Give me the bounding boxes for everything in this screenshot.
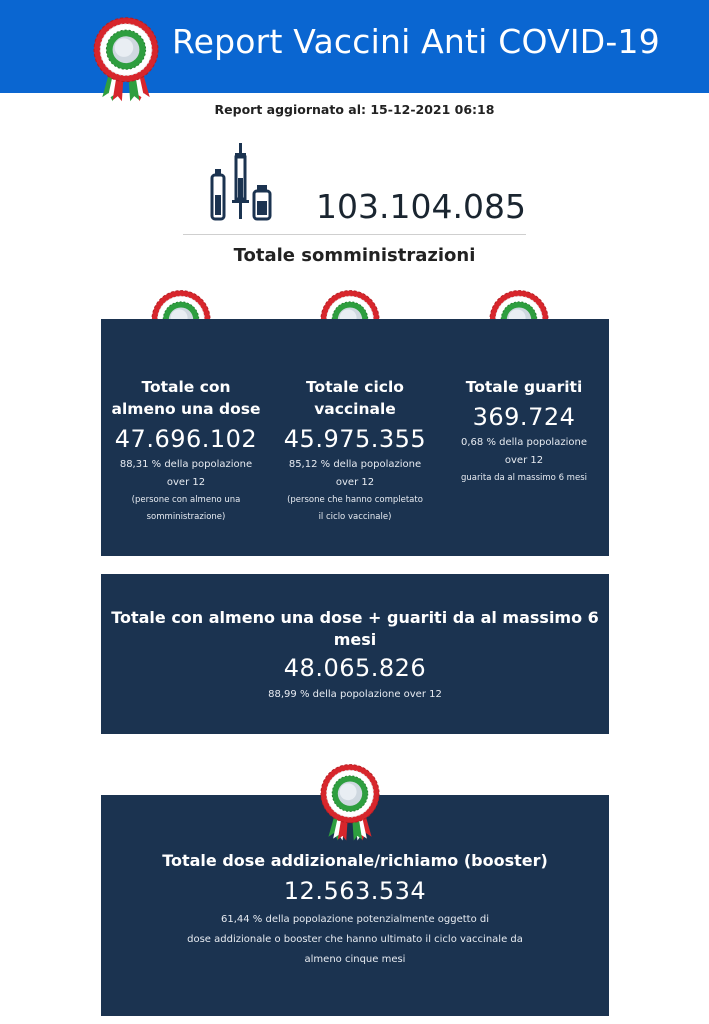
stat-title: Totale guariti	[465, 378, 583, 396]
stat-value: 45.975.355	[283, 425, 427, 453]
stat-note: (persone con almeno una somministrazione)	[131, 495, 241, 522]
divider	[183, 234, 526, 235]
stat-note: guarita da al massimo 6 mesi	[461, 473, 587, 483]
total-administrations-label: Totale somministrazioni	[233, 245, 476, 266]
stat-recovered	[444, 376, 604, 487]
vaccine-vials-syringe-icon	[210, 143, 272, 221]
total-administrations-value: 103.104.085	[316, 187, 526, 226]
stat-percentage: 85,12 % della popolazione over 12	[288, 459, 422, 488]
stat-title: Totale con almeno una dose	[111, 378, 261, 418]
updated-datetime: 15-12-2021 06:18	[370, 102, 495, 117]
stats-columns	[101, 319, 609, 556]
combined-stat	[101, 607, 609, 705]
italy-rosette-icon	[320, 760, 380, 846]
booster-stat	[101, 850, 609, 970]
updated-label: Report aggiornato al:	[214, 102, 366, 117]
report-updated	[0, 102, 709, 117]
stat-title: Totale ciclo vaccinale	[306, 378, 404, 418]
combined-value: 48.065.826	[283, 654, 427, 682]
stat-note: (persone che hanno completato il ciclo vaccinale)	[287, 495, 423, 522]
italy-rosette-icon	[93, 10, 159, 110]
combined-panel	[101, 574, 609, 734]
stat-value: 47.696.102	[114, 425, 258, 453]
stat-percentage: 88,31 % della popolazione over 12	[119, 459, 253, 488]
stat-value: 369.724	[472, 403, 576, 431]
stat-full-cycle	[275, 376, 435, 526]
page-title: Report Vaccini Anti COVID-19	[172, 22, 660, 61]
header-bar	[0, 0, 709, 93]
stat-first-dose	[106, 376, 266, 526]
stat-percentage: 0,68 % della popolazione over 12	[461, 437, 587, 466]
booster-description: 61,44 % della popolazione potenzialmente oggetto di dose addizionale o booster che hanno ultimato il ciclo vaccinale da almeno cinque mesi	[187, 914, 523, 965]
combined-title: Totale con almeno una dose + guariti da al massimo 6 mesi	[111, 608, 599, 649]
booster-title: Totale dose addizionale/richiamo (booster)	[162, 851, 548, 870]
combined-percentage: 88,99 % della popolazione over 12	[268, 689, 442, 700]
booster-value: 12.563.534	[283, 877, 427, 905]
